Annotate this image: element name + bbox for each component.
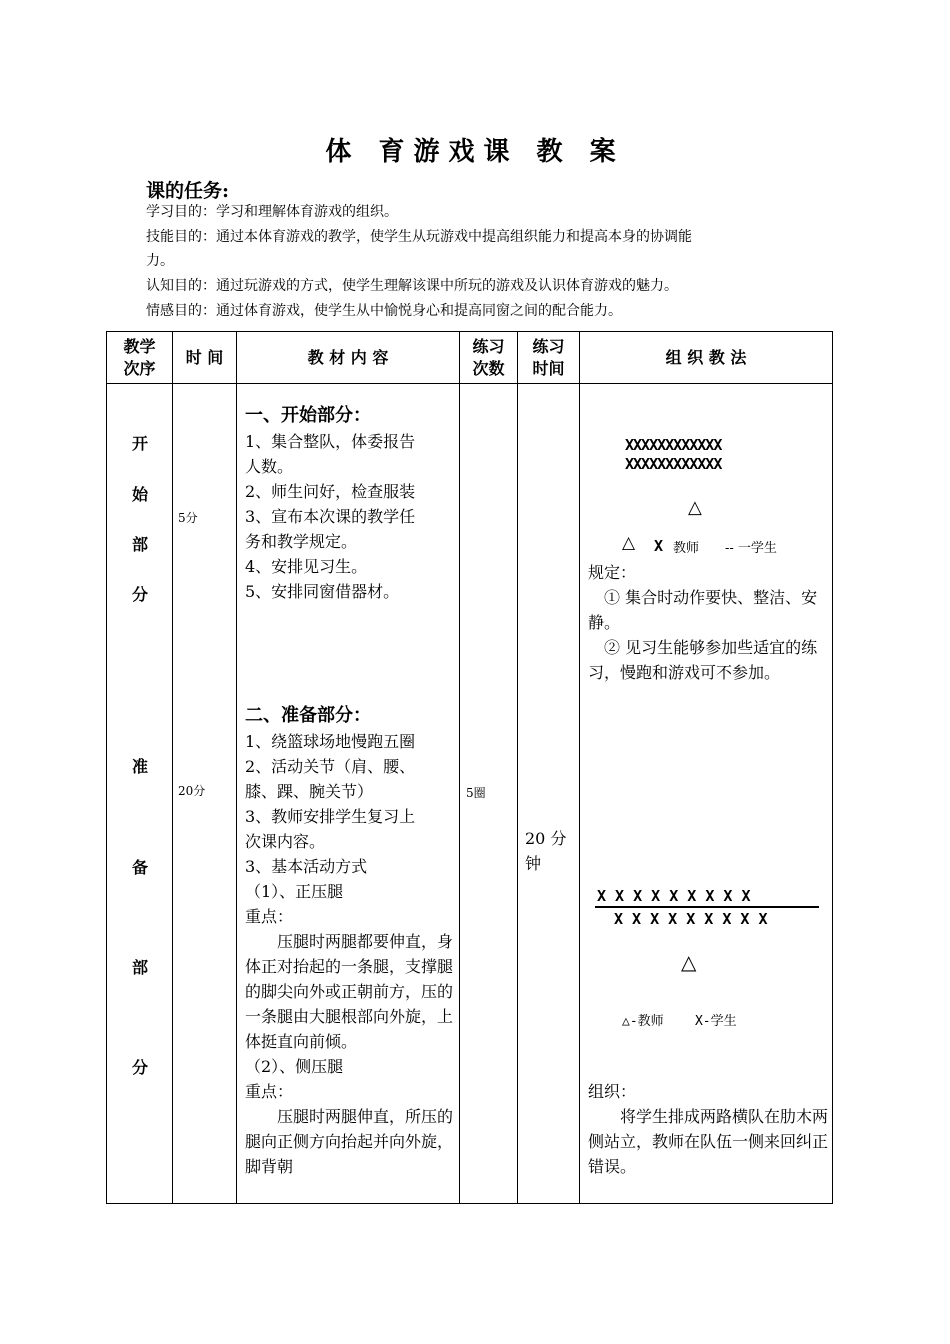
stage-start-char: 部 <box>131 535 148 554</box>
prep-line: 重点： <box>245 1082 294 1101</box>
prep-line: 1、绕篮球场地慢跑五圈 <box>245 732 416 751</box>
column-divider <box>579 332 580 1203</box>
column-divider <box>517 332 518 1203</box>
prep-reps: 5圈 <box>466 786 486 800</box>
task-heading: 课的任务: <box>146 180 230 202</box>
student-row: X X X X X X X X X <box>614 910 768 928</box>
start-rules <box>588 560 828 685</box>
stage-start-char: 始 <box>131 485 148 504</box>
wall-bars-line <box>595 906 819 908</box>
page-title: 体 育游戏课 教 案 <box>325 137 625 167</box>
goal-study: 学习目的：学习和理解体育游戏的组织。 <box>146 204 398 220</box>
rule-item: ② 见习生能够参加些适宜的练习，慢跑和游戏可不参加。 <box>588 638 818 682</box>
student-x-icon: X <box>654 537 663 555</box>
prep-content <box>245 702 453 1179</box>
goal-emotion: 情感目的：通过体育游戏，使学生从中愉悦身心和提高同窗之间的配合能力。 <box>146 303 622 319</box>
prep-practice-time: 20 分 钟 <box>525 829 567 873</box>
header-content: 教 材 内 容 <box>307 347 389 367</box>
prep-line: （1）、正压腿 <box>245 882 344 901</box>
org-text: 将学生排成两路横队在肋木两侧站立，教师在队伍一侧来回纠正错误。 <box>588 1107 829 1176</box>
org-label: 组织： <box>588 1082 637 1101</box>
start-line: 3、宣布本次课的教学任 <box>245 507 416 526</box>
start-line: 4、安排见习生。 <box>245 557 368 576</box>
header-order: 教学 次序 <box>123 336 156 378</box>
goal-cognition: 认知目的：通过玩游戏的方式，使学生理解该课中所玩的游戏及认识体育游戏的魅力。 <box>146 278 678 294</box>
prep-legend: △-教师 X-学生 <box>622 1014 737 1029</box>
goal-skill-cont: 力。 <box>146 253 174 269</box>
header-practice-time: 练习 时间 <box>532 336 565 378</box>
student-row: X X X X X X X X X <box>597 887 751 905</box>
start-line: 5、安排同窗借器材。 <box>245 582 400 601</box>
prep-line: 3、基本活动方式 <box>245 857 368 876</box>
stage-prep-char: 分 <box>131 1058 148 1077</box>
prep-line: 3、教师安排学生复习上 <box>245 807 416 826</box>
prep-organization <box>588 1079 828 1179</box>
start-line: 务和教学规定。 <box>245 532 358 551</box>
rules-label: 规定： <box>588 563 637 582</box>
legend-teacher: 教师 <box>673 541 700 556</box>
prep-heading: 二、准备部分： <box>245 705 371 726</box>
header-divider <box>107 383 832 384</box>
stage-prep-char: 备 <box>131 858 148 877</box>
stage-prep-char: 准 <box>131 757 148 776</box>
goal-skill: 技能目的：通过本体育游戏的教学，使学生从玩游戏中提高组织能力和提高本身的协调能 <box>146 229 692 245</box>
lesson-plan-table <box>106 331 833 1204</box>
header-method: 组 织 教 法 <box>665 347 747 367</box>
prep-line: 2、活动关节（肩、腰、 <box>245 757 416 776</box>
start-line: 2、师生问好，检查服装 <box>245 482 416 501</box>
rule-item: ① 集合时动作要快、整洁、安静。 <box>588 588 818 632</box>
header-reps: 练习 次数 <box>472 336 505 378</box>
prep-line: （2）、侧压腿 <box>245 1057 344 1076</box>
start-heading: 一、开始部分： <box>245 405 371 426</box>
prep-paragraph: 压腿时两腿伸直，所压的腿向正侧方向抬起并向外旋，脚背朝 <box>245 1107 454 1176</box>
teacher-triangle-icon: △ <box>688 497 702 518</box>
prep-line: 膝、踝、腕关节） <box>245 782 374 801</box>
start-time: 5分 <box>178 511 198 525</box>
prep-line: 重点： <box>245 907 294 926</box>
start-line: 1、集合整队，体委报告 <box>245 432 416 451</box>
student-row: XXXXXXXXXXXX <box>625 436 722 454</box>
stage-start-char: 开 <box>131 434 148 453</box>
column-divider <box>236 332 237 1203</box>
stage-start-char: 分 <box>131 585 148 604</box>
teacher-triangle-icon: △ <box>681 950 697 974</box>
header-time: 时 间 <box>185 347 224 367</box>
legend-student: -- 一学生 <box>725 541 777 556</box>
student-row: XXXXXXXXXXXX <box>625 455 722 473</box>
start-content <box>245 402 453 604</box>
stage-prep-char: 部 <box>131 958 148 977</box>
prep-time: 20分 <box>178 784 206 798</box>
start-line: 人数。 <box>245 457 294 476</box>
prep-line: 次课内容。 <box>245 832 326 851</box>
prep-paragraph: 压腿时两腿都要伸直，身体正对抬起的一条腿，支撑腿的脚尖向外或正朝前方，压的一条腿由大腿根部向外旋，上体挺直向前倾。 <box>245 932 454 1051</box>
column-divider <box>459 332 460 1203</box>
teacher-triangle-icon: △ <box>622 533 636 553</box>
